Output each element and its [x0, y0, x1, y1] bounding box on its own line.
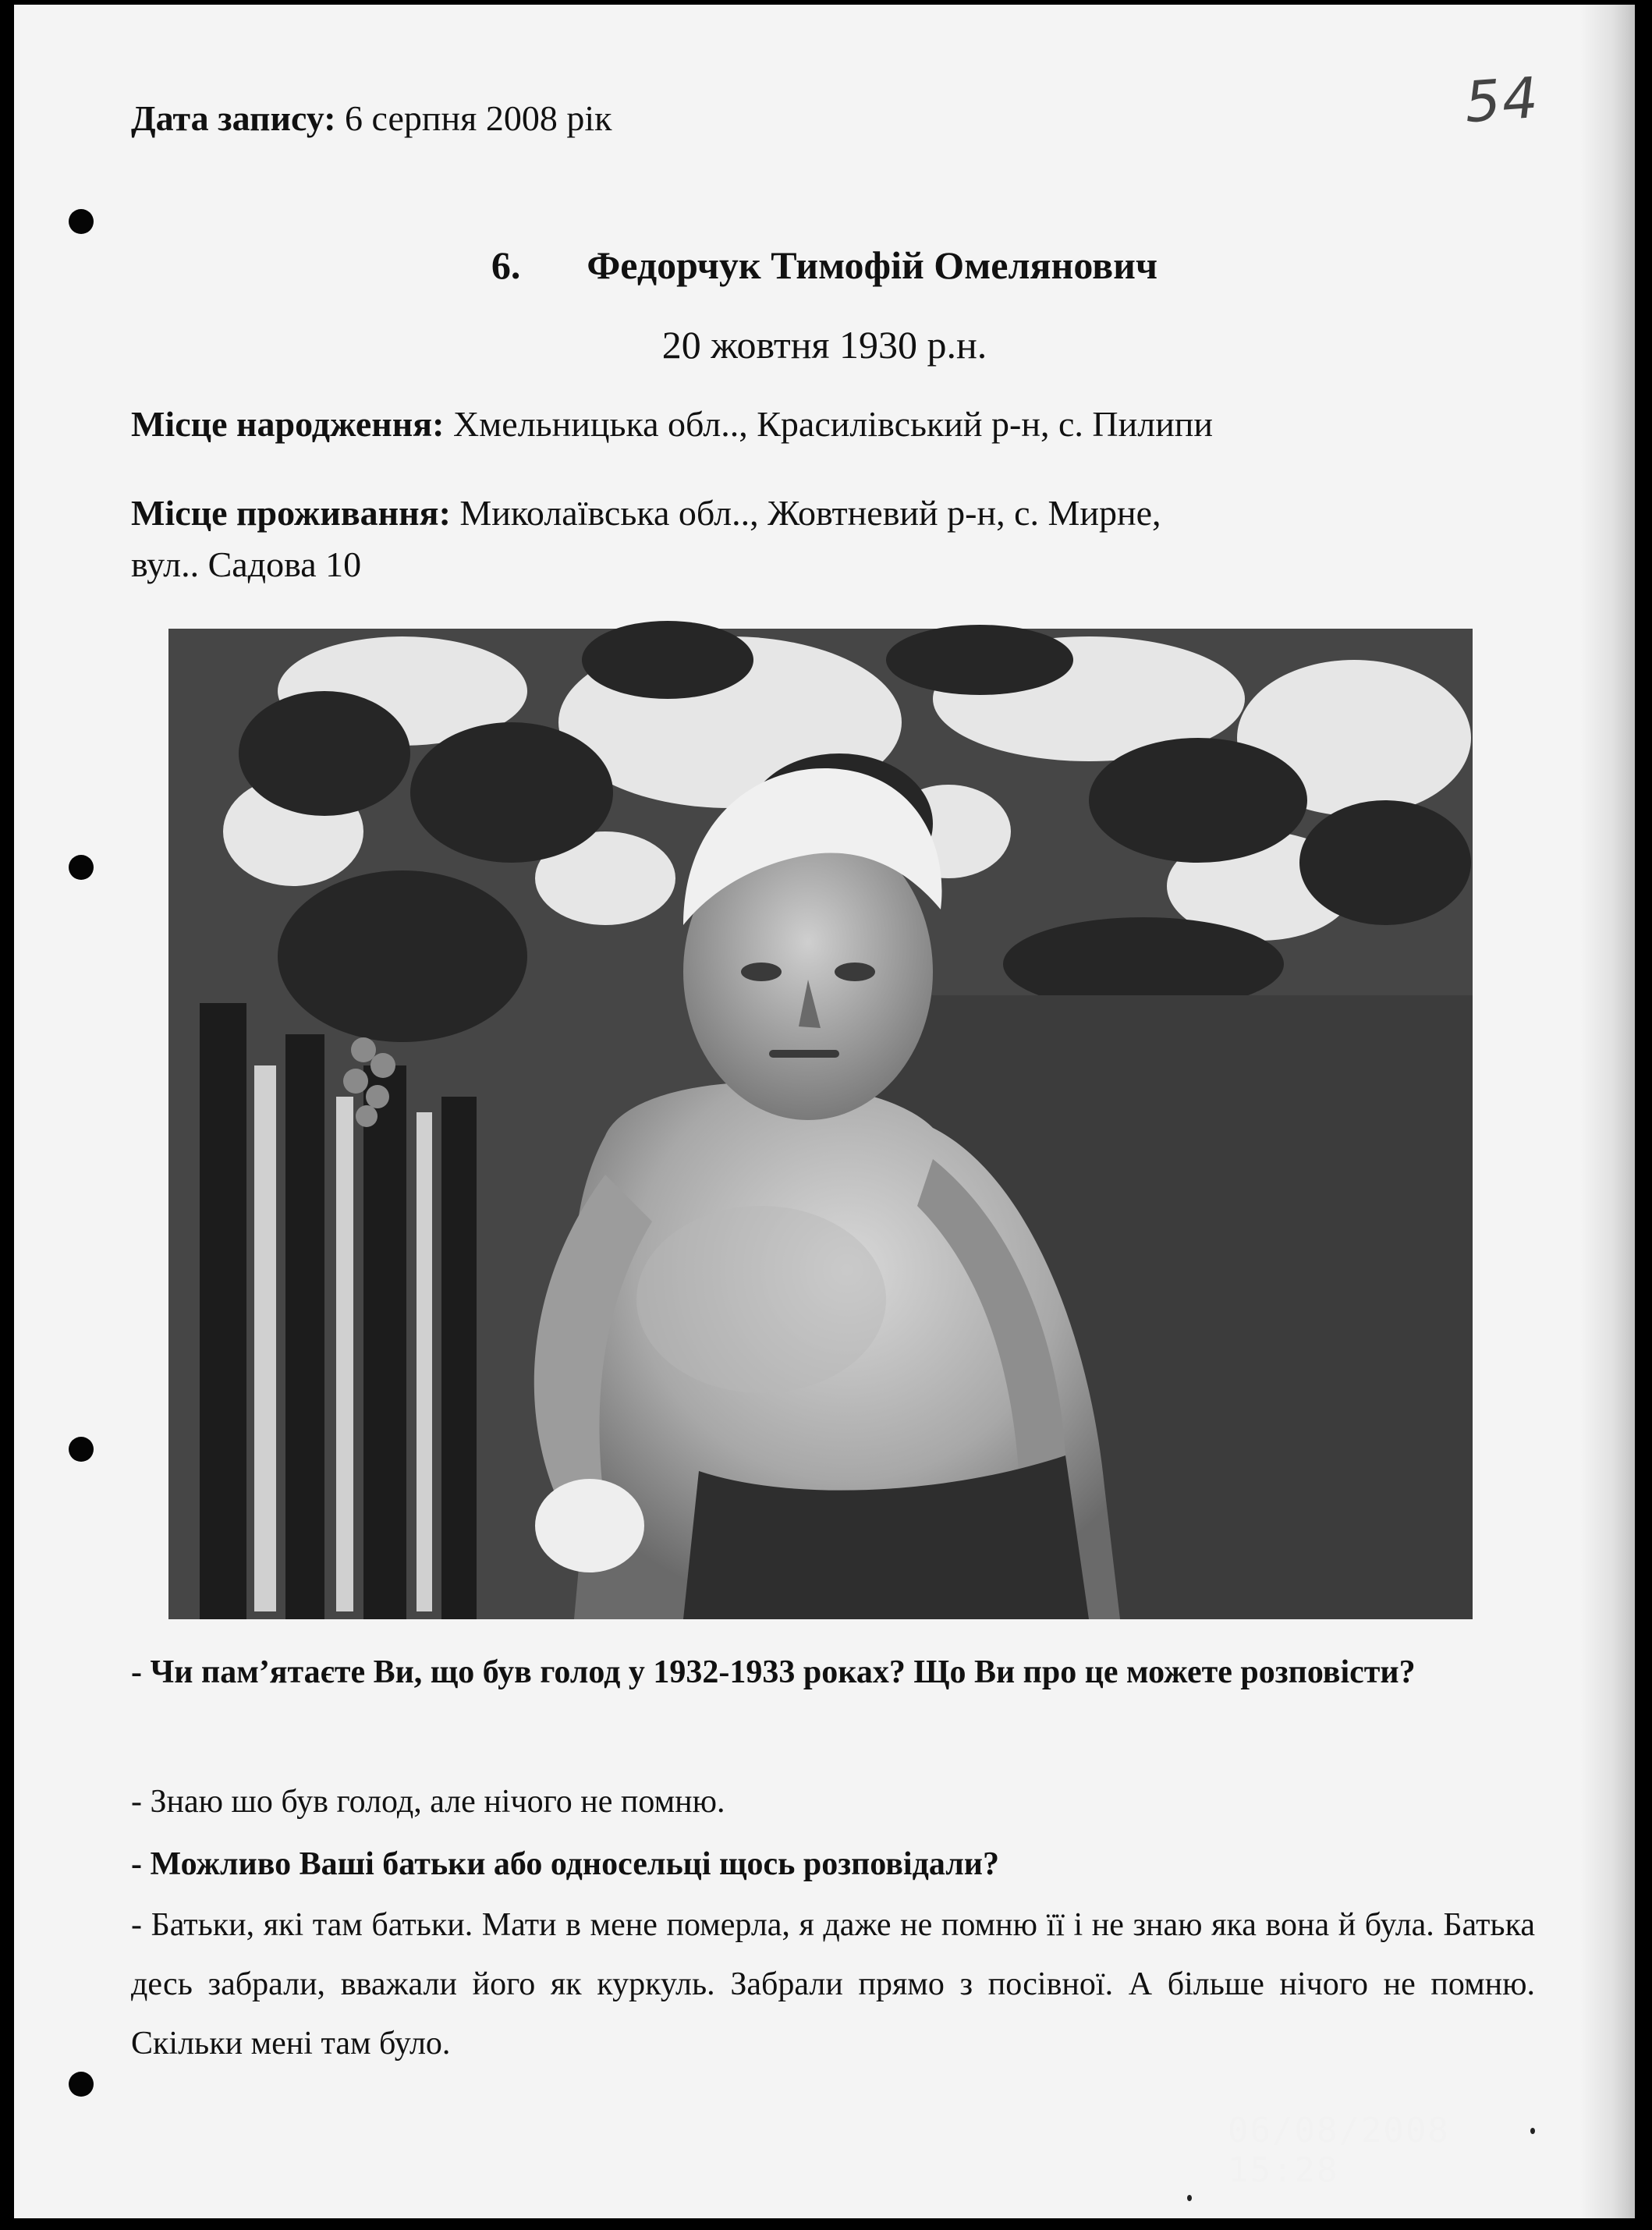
- residence-line: [131, 491, 1161, 534]
- punch-hole: [69, 855, 94, 880]
- answer-text: - Знаю шо був голод, але нічого не помню.: [131, 1784, 725, 1820]
- person-heading: [14, 242, 1635, 289]
- handwritten-page-number: 54: [1462, 64, 1542, 136]
- birth-place-label: Місце народження:: [131, 404, 445, 444]
- residence-value-line1: Миколаївська обл.., Жовтневий р-н, с. Мирне,: [459, 493, 1161, 533]
- interview-question-2: [131, 1835, 1535, 1894]
- scan-speck: [1530, 2128, 1535, 2134]
- residence-value-line2: вул.. Садова 10: [131, 544, 362, 584]
- punch-hole: [69, 2072, 94, 2097]
- question-text: - Чи пам’ятаєте Ви, що був голод у 1932-1933 роках? Що Ви про це можете розповісти?: [131, 1654, 1416, 1690]
- record-date-label: Дата запису:: [131, 98, 336, 138]
- photo-illustration: [168, 629, 1473, 1619]
- interview-answer-2: [131, 1895, 1535, 2073]
- record-date-line: [131, 97, 612, 140]
- interview-question-1: [131, 1643, 1535, 1702]
- question-text: - Можливо Ваші батьки або односельці щось розповідали?: [131, 1846, 999, 1882]
- document-page: [14, 5, 1635, 2218]
- person-name: Федорчук Тимофій Омелянович: [587, 243, 1158, 287]
- punch-hole: [69, 209, 94, 234]
- record-date-value: 6 серпня 2008 рік: [345, 98, 612, 138]
- birth-date: 20 жовтня 1930 р.н.: [661, 323, 987, 367]
- birth-place-line: [131, 402, 1213, 445]
- scan-speck: [1187, 2195, 1192, 2201]
- interview-answer-1: [131, 1772, 1535, 1831]
- person-number: 6.: [491, 243, 521, 287]
- punch-hole: [69, 1437, 94, 1462]
- birth-place-value: Хмельницька обл.., Красилівський р-н, с. Пилипи: [452, 404, 1214, 444]
- residence-label: Місце проживання:: [131, 493, 451, 533]
- photo-timestamp: 06/08/2008 15:28: [1228, 2111, 1450, 2190]
- answer-text: - Батьки, які там батьки. Мати в мене померла, я даже не помню її і не знаю яка вона й була. Батька десь забрали, вважали його як куркуль. Забрали прямо з посівної. А більше нічого не помню. Скільки мені там було.: [131, 1907, 1535, 2062]
